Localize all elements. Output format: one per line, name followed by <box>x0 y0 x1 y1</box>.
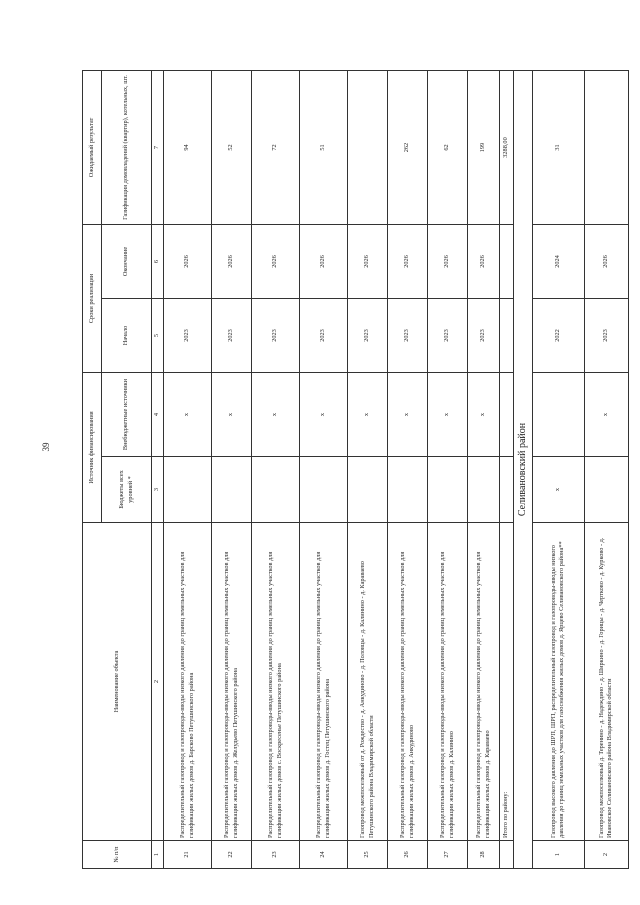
total-row <box>500 71 514 869</box>
col-number: 4 <box>152 373 164 457</box>
row-result <box>584 71 628 225</box>
row-name: Распределительный газопровод и газопроводы-вводы низкого давления до границ земельных участков для газификации жилых домов д. Калинино <box>428 523 468 841</box>
row-budget <box>388 457 428 523</box>
table-row <box>164 71 212 869</box>
row-extra: x <box>468 373 500 457</box>
row-name: Распределительный газопровод и газопроводы-вводы низкого давления до границ земельных участков для газификации жилых домов д. Гостец Петушинского района <box>300 523 348 841</box>
row-num: 21 <box>164 841 212 869</box>
row-end: 2026 <box>428 225 468 299</box>
col-number: 1 <box>152 841 164 869</box>
row-extra: x <box>388 373 428 457</box>
row-start: 2023 <box>300 299 348 373</box>
header-terms: Сроки реализации <box>83 225 102 373</box>
col-number: 7 <box>152 71 164 225</box>
header-extra: Внебюджетные источники <box>102 373 152 457</box>
row-budget <box>348 457 388 523</box>
row-num: 2 <box>584 841 628 869</box>
row-budget <box>584 457 628 523</box>
row-num: 28 <box>468 841 500 869</box>
row-num: 25 <box>348 841 388 869</box>
row-end: 2026 <box>348 225 388 299</box>
row-start: 2023 <box>388 299 428 373</box>
row-num: 22 <box>212 841 252 869</box>
row-result: 262 <box>388 71 428 225</box>
row-start: 2023 <box>164 299 212 373</box>
section-title: Селивановский район <box>514 71 533 869</box>
row-end: 2026 <box>212 225 252 299</box>
row-num: 27 <box>428 841 468 869</box>
table-row <box>212 71 252 869</box>
row-name: Распределительный газопровод и газопроводы-вводы низкого давления до границ земельных участков для газификации жилых домов д. Караваево <box>468 523 500 841</box>
header-financing: Источник финансирования <box>83 373 102 523</box>
col-number: 2 <box>152 523 164 841</box>
row-end: 2026 <box>252 225 300 299</box>
row-budget <box>428 457 468 523</box>
column-number-row <box>152 71 164 869</box>
row-extra: x <box>300 373 348 457</box>
col-number: 5 <box>152 299 164 373</box>
row-start: 2023 <box>348 299 388 373</box>
row-start: 2022 <box>532 299 584 373</box>
objects-table <box>82 70 629 869</box>
rotated-table-wrapper <box>82 71 613 869</box>
row-name: Газопровод межпоселковый от д. Рождество - д. Анкудиново - д. Половцы - д. Калинино - д. Караваево Петушинского района Владимирской области <box>348 523 388 841</box>
table-row <box>388 71 428 869</box>
row-end: 2026 <box>388 225 428 299</box>
section-row <box>514 71 533 869</box>
total-label: Итого по району: <box>500 523 514 841</box>
table-row <box>428 71 468 869</box>
row-end: 2026 <box>468 225 500 299</box>
header-result-sub: Газификация домовладений (квартир), котельных, шт. <box>102 71 152 225</box>
row-budget <box>164 457 212 523</box>
table-row <box>348 71 388 869</box>
row-extra <box>532 373 584 457</box>
table-row <box>300 71 348 869</box>
total-value: 3288,00 <box>500 71 514 225</box>
row-result: 199 <box>468 71 500 225</box>
row-name: Распределительный газопровод и газопроводы-вводы низкого давления до границ земельных участков для газификации жилых домов д. Анкудиново <box>388 523 428 841</box>
row-name: Распределительный газопровод и газопроводы-вводы низкого давления до границ земельных участков для газификации жилых домов д. Барсково Петушинского района <box>164 523 212 841</box>
row-name: Распределительный газопровод и газопроводы-вводы низкого давления до границ земельных участков для газификации жилых домов с. Воскресенье Петушинского района <box>252 523 300 841</box>
header-start: Начало <box>102 299 152 373</box>
row-end: 2024 <box>532 225 584 299</box>
page-number: 39 <box>41 442 51 452</box>
row-extra: x <box>584 373 628 457</box>
table-row <box>584 71 628 869</box>
row-extra: x <box>348 373 388 457</box>
row-result: 31 <box>532 71 584 225</box>
row-extra: x <box>164 373 212 457</box>
row-result: 52 <box>212 71 252 225</box>
row-name: Газопровод высокого давления до ШРП, ШРП, распределительный газопровод и газопроводы-вводы низкого давления до границ земельных участков для газоснабжения жилых домов д. Ярцево Селивановского района** <box>532 523 584 841</box>
col-number: 3 <box>152 457 164 523</box>
header-name: Наименование объекта <box>83 523 152 841</box>
row-result: 51 <box>300 71 348 225</box>
row-end: 2026 <box>300 225 348 299</box>
table-row <box>252 71 300 869</box>
row-budget <box>252 457 300 523</box>
row-end: 2026 <box>164 225 212 299</box>
row-end: 2026 <box>584 225 628 299</box>
row-budget <box>212 457 252 523</box>
row-extra: x <box>212 373 252 457</box>
row-result: 72 <box>252 71 300 225</box>
row-start: 2023 <box>252 299 300 373</box>
row-extra: x <box>428 373 468 457</box>
row-name: Распределительный газопровод и газопроводы-вводы низкого давления до границ земельных участков для газификации жилых домов д. Желудьево Петушинского района <box>212 523 252 841</box>
row-start: 2023 <box>468 299 500 373</box>
col-number: 6 <box>152 225 164 299</box>
row-num: 26 <box>388 841 428 869</box>
header-end: Окончание <box>102 225 152 299</box>
header-budget: Бюджеты всех уровней * <box>102 457 152 523</box>
row-start: 2023 <box>584 299 628 373</box>
row-num: 1 <box>532 841 584 869</box>
row-start: 2023 <box>212 299 252 373</box>
header-result: Ожидаемый результат <box>83 71 102 225</box>
row-name: Газопровод межпоселковый д. Теренино - д. Надеждино - д. Ширкино - д. Горицы - д. Чертково - д. Курково - д. Ивановское Селивановского района Владимирской области <box>584 523 628 841</box>
row-start: 2023 <box>428 299 468 373</box>
row-num: 24 <box>300 841 348 869</box>
row-budget: x <box>532 457 584 523</box>
row-num: 23 <box>252 841 300 869</box>
row-budget <box>468 457 500 523</box>
row-budget <box>300 457 348 523</box>
row-result: 62 <box>428 71 468 225</box>
table-row <box>468 71 500 869</box>
row-result: 94 <box>164 71 212 225</box>
row-extra: x <box>252 373 300 457</box>
table-row <box>532 71 584 869</box>
header-num: № п/п <box>83 841 152 869</box>
row-result <box>348 71 388 225</box>
